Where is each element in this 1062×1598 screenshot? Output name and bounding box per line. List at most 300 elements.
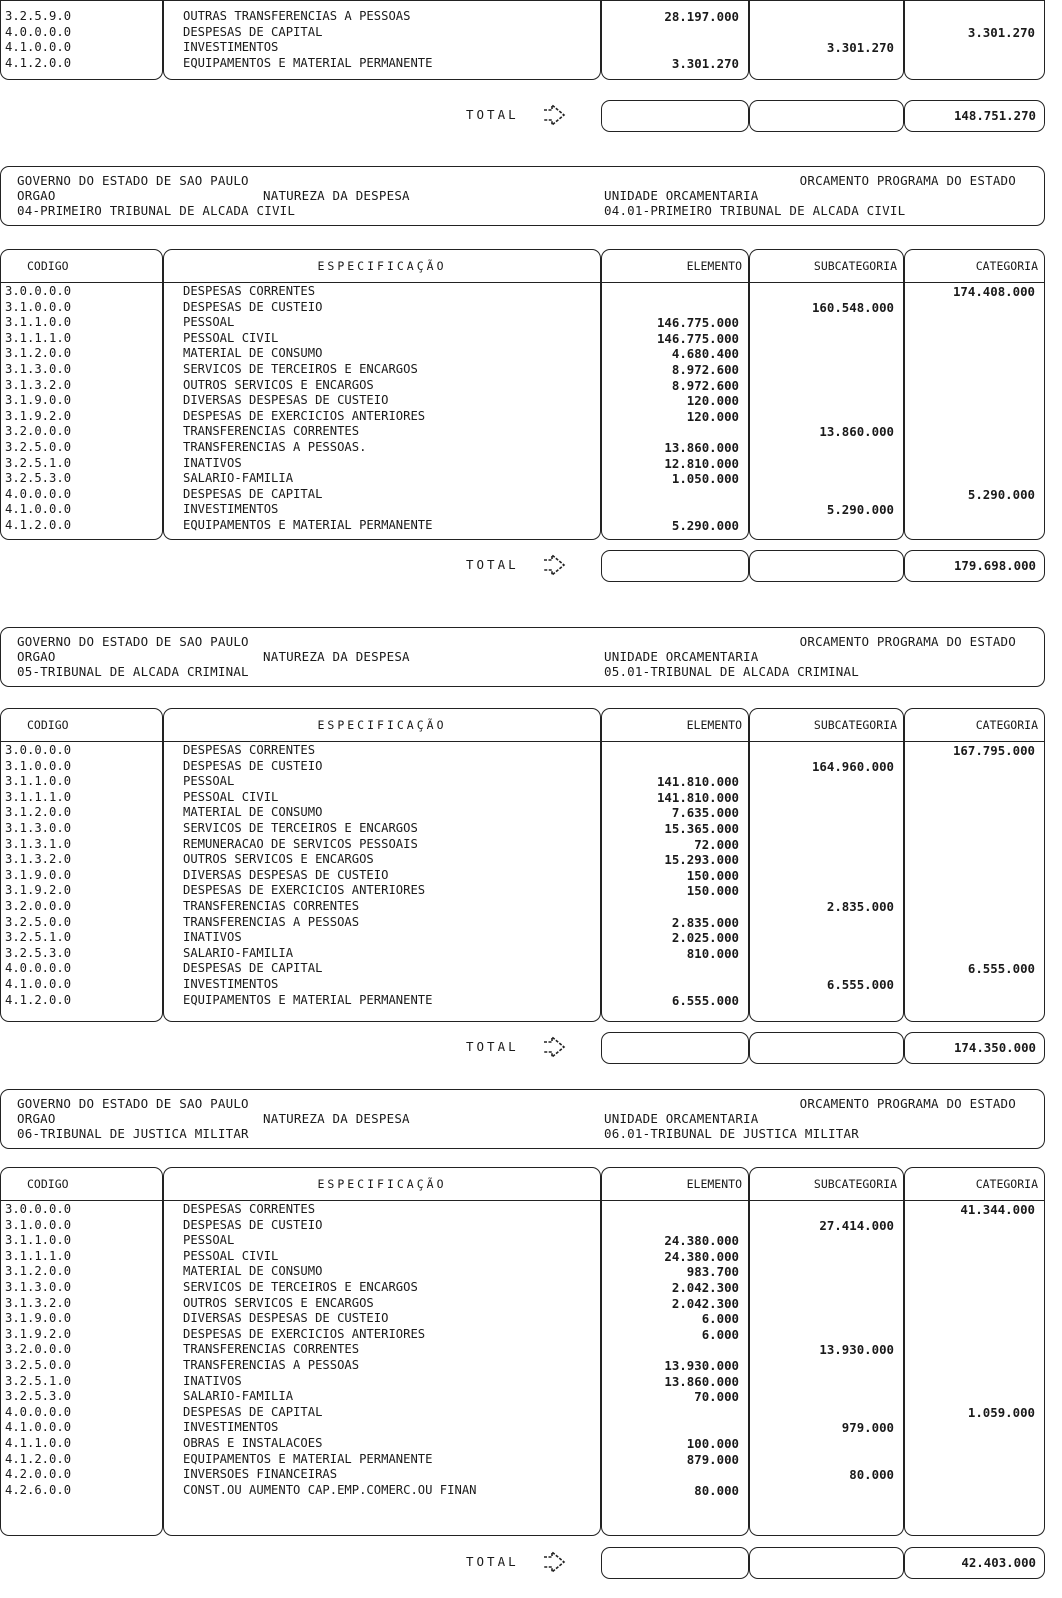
cell-codigo: 3.2.5.0.0 [5, 914, 72, 929]
total-label: TOTAL [466, 107, 519, 122]
cell-especificacao: INVESTIMENTOS [183, 1420, 279, 1435]
cell-codigo: 3.1.0.0.0 [5, 1217, 72, 1232]
cell-categoria [904, 993, 1035, 1009]
column-header-codigo [0, 708, 163, 742]
header-unidade-value: 04.01-PRIMEIRO TRIBUNAL DE ALCADA CIVIL [604, 203, 906, 218]
cell-subcategoria: 27.414.000 [819, 1217, 894, 1233]
cell-codigo: 3.1.9.2.0 [5, 883, 72, 898]
cell-subcategoria [749, 315, 894, 331]
cell-subcategoria [749, 9, 894, 25]
cell-subcategoria [749, 440, 894, 456]
cell-especificacao: SERVICOS DE TERCEIROS E ENCARGOS [183, 1280, 418, 1294]
cell-categoria [904, 1264, 1035, 1280]
cell-subcategoria: 979.000 [841, 1420, 894, 1436]
cell-categoria [904, 424, 1035, 440]
cell-categoria [904, 852, 1035, 868]
cell-codigo: 4.1.2.0.0 [5, 1451, 72, 1466]
cell-especificacao: DESPESAS DE CUSTEIO [183, 758, 323, 773]
cell-elemento: 72.000 [694, 836, 739, 852]
cell-elemento: 13.930.000 [664, 1358, 739, 1373]
cell-codigo: 4.1.2.0.0 [5, 518, 72, 532]
cell-elemento: 6.000 [701, 1311, 739, 1327]
column-header-especificacao [163, 708, 601, 742]
cell-especificacao: MATERIAL DE CONSUMO [183, 346, 323, 361]
cell-elemento: 13.860.000 [664, 1373, 739, 1389]
cell-categoria [904, 1249, 1035, 1265]
section-header [0, 1089, 1045, 1149]
total-box-elemento [601, 550, 749, 582]
cell-elemento [601, 25, 739, 41]
cell-subcategoria: 3.301.270 [826, 40, 894, 56]
cell-elemento: 5.290.000 [671, 518, 739, 533]
cell-categoria: 41.344.000 [960, 1202, 1035, 1217]
cell-elemento [601, 961, 739, 977]
cell-elemento: 120.000 [686, 408, 739, 424]
cell-especificacao: EQUIPAMENTOS E MATERIAL PERMANENTE [183, 1451, 433, 1466]
cell-especificacao: DESPESAS DE CUSTEIO [183, 1217, 323, 1232]
cell-subcategoria: 5.290.000 [826, 502, 894, 518]
cell-categoria [904, 915, 1035, 931]
cell-codigo: 3.2.5.0.0 [5, 440, 72, 454]
cell-subcategoria: 80.000 [849, 1467, 894, 1483]
cell-especificacao: PESSOAL CIVIL [183, 1248, 279, 1263]
cell-elemento: 8.972.600 [671, 377, 739, 393]
cell-elemento: 983.700 [686, 1264, 739, 1280]
cell-subcategoria [749, 821, 894, 837]
cell-especificacao: DIVERSAS DESPESAS DE CUSTEIO [183, 393, 389, 408]
cell-categoria [904, 378, 1035, 394]
cell-codigo: 3.2.5.1.0 [5, 930, 72, 945]
cell-especificacao: PESSOAL CIVIL [183, 789, 279, 804]
cell-codigo: 3.2.5.0.0 [5, 1358, 72, 1372]
cell-especificacao: EQUIPAMENTOS E MATERIAL PERMANENTE [183, 518, 433, 532]
cell-categoria [904, 409, 1035, 425]
cell-especificacao: TRANSFERENCIAS CORRENTES [183, 899, 360, 913]
cell-categoria [904, 1483, 1035, 1499]
cell-categoria [904, 300, 1035, 316]
cell-subcategoria: 6.555.000 [826, 977, 894, 992]
total-label: TOTAL [466, 1039, 519, 1054]
cell-especificacao: MATERIAL DE CONSUMO [183, 805, 323, 820]
cell-codigo: 3.2.0.0.0 [5, 899, 72, 913]
cell-codigo: 3.1.3.0.0 [5, 362, 72, 376]
cell-elemento: 2.025.000 [671, 930, 739, 946]
cell-especificacao: OUTROS SERVICOS E ENCARGOS [183, 377, 374, 392]
cell-subcategoria: 13.930.000 [819, 1342, 894, 1358]
cell-categoria [904, 40, 1035, 56]
cell-subcategoria [749, 790, 894, 806]
column-header-label: ESPECIFICAÇÃO [317, 259, 447, 273]
column-header-label: CATEGORIA [975, 259, 1038, 273]
arrow-right-icon [540, 552, 570, 578]
cell-codigo: 3.2.5.3.0 [5, 471, 72, 486]
total-box-subcategoria [749, 1547, 904, 1579]
cell-elemento [601, 502, 739, 518]
cell-categoria [904, 9, 1035, 25]
cell-especificacao: DESPESAS DE CAPITAL [183, 486, 323, 501]
cell-categoria [904, 899, 1035, 915]
cell-categoria [904, 1358, 1035, 1374]
cell-elemento [601, 1420, 739, 1436]
column-header-subcategoria [749, 1167, 904, 1201]
cell-categoria [904, 977, 1035, 993]
cell-subcategoria [749, 1452, 894, 1468]
total-value: 42.403.000 [961, 1555, 1036, 1570]
cell-especificacao: INATIVOS [183, 930, 242, 945]
cell-subcategoria [749, 1358, 894, 1374]
cell-categoria [904, 1327, 1035, 1343]
cell-elemento: 2.042.300 [671, 1280, 739, 1295]
cell-subcategoria: 2.835.000 [826, 899, 894, 914]
cell-especificacao: INATIVOS [183, 455, 242, 470]
cell-elemento: 6.000 [701, 1326, 739, 1342]
cell-especificacao: DESPESAS DE EXERCICIOS ANTERIORES [183, 408, 426, 423]
cell-codigo: 3.2.0.0.0 [5, 424, 72, 439]
cell-elemento: 150.000 [686, 867, 739, 883]
cell-especificacao: TRANSFERENCIAS A PESSOAS [183, 1358, 360, 1372]
cell-codigo: 3.1.2.0.0 [5, 1264, 72, 1279]
cell-subcategoria [749, 868, 894, 884]
header-unidade-label: UNIDADE ORCAMENTARIA [604, 1111, 759, 1126]
column-header-elemento [601, 708, 749, 742]
cell-especificacao: DIVERSAS DESPESAS DE CUSTEIO [183, 1311, 389, 1326]
column-header-label: ELEMENTO [686, 718, 742, 732]
cell-subcategoria [749, 1296, 894, 1312]
cell-codigo: 3.2.5.1.0 [5, 1373, 72, 1388]
total-box-categoria [904, 1032, 1045, 1064]
total-box-subcategoria [749, 1032, 904, 1064]
header-unidade-label: UNIDADE ORCAMENTARIA [604, 649, 759, 664]
total-value: 148.751.270 [953, 108, 1036, 123]
cell-subcategoria [749, 837, 894, 853]
cell-codigo: 3.1.9.0.0 [5, 393, 72, 408]
cell-especificacao: SERVICOS DE TERCEIROS E ENCARGOS [183, 362, 418, 376]
column-header-label: CODIGO [27, 259, 69, 273]
header-government: GOVERNO DO ESTADO DE SAO PAULO [17, 1096, 249, 1111]
cell-especificacao: INVERSOES FINANCEIRAS [183, 1467, 338, 1482]
cell-subcategoria [749, 56, 894, 72]
cell-codigo: 3.1.9.0.0 [5, 1311, 72, 1326]
cell-especificacao: OUTROS SERVICOS E ENCARGOS [183, 852, 374, 867]
cell-elemento: 24.380.000 [664, 1233, 739, 1249]
cell-codigo: 4.2.6.0.0 [5, 1482, 72, 1497]
column-header-label: CATEGORIA [975, 718, 1038, 732]
column-header-label: CODIGO [27, 1177, 69, 1191]
cell-codigo: 3.1.3.2.0 [5, 1295, 72, 1310]
header-unidade-value: 05.01-TRIBUNAL DE ALCADA CRIMINAL [604, 664, 859, 679]
cell-especificacao: DESPESAS CORRENTES [183, 284, 316, 298]
column-header-label: CODIGO [27, 718, 69, 732]
cell-codigo: 4.1.0.0.0 [5, 40, 72, 55]
cell-especificacao: DESPESAS DE CAPITAL [183, 1404, 323, 1419]
column-header-label: ESPECIFICAÇÃO [317, 1177, 447, 1191]
cell-codigo: 3.1.1.0.0 [5, 774, 72, 789]
cell-elemento: 24.380.000 [664, 1248, 739, 1264]
cell-subcategoria [749, 1264, 894, 1280]
cell-codigo: 3.2.5.1.0 [5, 455, 72, 470]
cell-elemento: 146.775.000 [656, 315, 739, 331]
cell-codigo: 3.1.9.0.0 [5, 867, 72, 882]
arrow-right-icon [540, 102, 570, 128]
cell-subcategoria [749, 393, 894, 409]
cell-codigo: 3.2.5.9.0 [5, 9, 72, 23]
cell-especificacao: SERVICOS DE TERCEIROS E ENCARGOS [183, 821, 418, 835]
column-header-elemento [601, 249, 749, 283]
cell-subcategoria [749, 456, 894, 472]
cell-subcategoria [749, 1311, 894, 1327]
cell-elemento [601, 1202, 739, 1218]
cell-categoria [904, 456, 1035, 472]
cell-especificacao: TRANSFERENCIAS CORRENTES [183, 1342, 360, 1357]
cell-categoria [904, 1420, 1035, 1436]
cell-especificacao: CONST.OU AUMENTO CAP.EMP.COMERC.OU FINAN [183, 1482, 477, 1497]
cell-categoria [904, 331, 1035, 347]
total-box-elemento [601, 1547, 749, 1579]
cell-especificacao: DESPESAS DE EXERCICIOS ANTERIORES [183, 1326, 426, 1341]
cell-elemento: 13.860.000 [664, 440, 739, 455]
cell-elemento: 3.301.270 [671, 55, 739, 71]
cell-categoria [904, 393, 1035, 409]
cell-categoria: 5.290.000 [967, 486, 1035, 502]
cell-especificacao: INVESTIMENTOS [183, 977, 279, 991]
cell-codigo: 3.0.0.0.0 [5, 284, 72, 298]
cell-elemento: 7.635.000 [671, 805, 739, 821]
cell-subcategoria [749, 1327, 894, 1343]
header-natureza-label: NATUREZA DA DESPESA [263, 649, 410, 664]
cell-elemento [601, 899, 739, 915]
cell-codigo: 4.0.0.0.0 [5, 486, 72, 501]
cell-elemento [601, 743, 739, 759]
cell-subcategoria [749, 1202, 894, 1218]
column-header-label: SUBCATEGORIA [813, 718, 897, 732]
cell-categoria [904, 774, 1035, 790]
cell-subcategoria [749, 852, 894, 868]
cell-subcategoria [749, 774, 894, 790]
total-box-categoria [904, 1547, 1045, 1579]
cell-categoria [904, 1389, 1035, 1405]
cell-elemento: 80.000 [694, 1482, 739, 1498]
cell-codigo: 4.0.0.0.0 [5, 1404, 72, 1419]
cell-categoria [904, 1311, 1035, 1327]
cell-codigo: 3.1.1.1.0 [5, 330, 72, 345]
column-header-label: ESPECIFICAÇÃO [317, 718, 447, 732]
column-header-elemento [601, 1167, 749, 1201]
cell-elemento: 4.680.400 [671, 346, 739, 362]
cell-categoria [904, 440, 1035, 456]
cell-especificacao: INVESTIMENTOS [183, 40, 279, 55]
header-program-title: ORCAMENTO PROGRAMA DO ESTADO [799, 173, 1016, 188]
total-label: TOTAL [466, 1554, 519, 1569]
cell-elemento: 70.000 [694, 1389, 739, 1405]
column-header-label: SUBCATEGORIA [813, 259, 897, 273]
cell-especificacao: INATIVOS [183, 1373, 242, 1388]
cell-subcategoria: 160.548.000 [811, 299, 894, 315]
cell-subcategoria [749, 362, 894, 378]
cell-subcategoria [749, 378, 894, 394]
cell-especificacao: DIVERSAS DESPESAS DE CUSTEIO [183, 867, 389, 882]
cell-categoria [904, 1436, 1035, 1452]
total-box-elemento [601, 100, 749, 132]
cell-especificacao: DESPESAS DE CAPITAL [183, 24, 323, 39]
cell-elemento [601, 487, 739, 503]
cell-elemento: 6.555.000 [671, 992, 739, 1008]
cell-elemento: 879.000 [686, 1451, 739, 1467]
cell-elemento [601, 40, 739, 56]
cell-categoria [904, 471, 1035, 487]
cell-subcategoria [749, 993, 894, 1009]
cell-codigo: 3.2.5.3.0 [5, 1389, 72, 1404]
cell-especificacao: TRANSFERENCIAS CORRENTES [183, 424, 360, 439]
cell-subcategoria: 164.960.000 [811, 758, 894, 774]
cell-categoria [904, 821, 1035, 837]
cell-especificacao: PESSOAL CIVIL [183, 330, 279, 345]
header-orgao-value: 06-TRIBUNAL DE JUSTICA MILITAR [17, 1126, 249, 1141]
cell-codigo: 3.1.3.2.0 [5, 852, 72, 867]
header-orgao-value: 04-PRIMEIRO TRIBUNAL DE ALCADA CIVIL [17, 203, 296, 218]
total-box-subcategoria [749, 100, 904, 132]
cell-subcategoria [749, 1233, 894, 1249]
header-program-title: ORCAMENTO PROGRAMA DO ESTADO [799, 1096, 1016, 1111]
cell-codigo: 4.1.0.0.0 [5, 977, 72, 991]
cell-especificacao: DESPESAS CORRENTES [183, 1202, 316, 1216]
cell-categoria [904, 759, 1035, 775]
cell-codigo: 3.1.1.1.0 [5, 1248, 72, 1263]
header-government: GOVERNO DO ESTADO DE SAO PAULO [17, 634, 249, 649]
cell-subcategoria [749, 471, 894, 487]
cell-categoria [904, 518, 1035, 534]
cell-elemento: 146.775.000 [656, 330, 739, 346]
cell-categoria: 1.059.000 [967, 1404, 1035, 1420]
column-header-categoria [904, 1167, 1045, 1201]
cell-elemento [601, 284, 739, 300]
header-natureza-label: NATUREZA DA DESPESA [263, 1111, 410, 1126]
total-value: 179.698.000 [953, 558, 1036, 573]
cell-codigo: 4.1.2.0.0 [5, 55, 72, 70]
arrow-right-icon [540, 1549, 570, 1575]
column-header-especificacao [163, 1167, 601, 1201]
cell-subcategoria [749, 1389, 894, 1405]
cell-especificacao: INVESTIMENTOS [183, 502, 279, 517]
cell-subcategoria [749, 284, 894, 300]
cell-elemento [601, 759, 739, 775]
cell-elemento [601, 300, 739, 316]
cell-especificacao: OUTROS SERVICOS E ENCARGOS [183, 1295, 374, 1310]
cell-categoria [904, 790, 1035, 806]
cell-codigo: 3.0.0.0.0 [5, 1202, 72, 1216]
cell-elemento: 810.000 [686, 945, 739, 961]
cell-codigo: 4.0.0.0.0 [5, 961, 72, 976]
cell-codigo: 3.1.0.0.0 [5, 299, 72, 314]
cell-categoria: 167.795.000 [952, 743, 1035, 758]
cell-codigo: 4.1.0.0.0 [5, 1420, 72, 1435]
total-box-categoria [904, 550, 1045, 582]
column-header-categoria [904, 708, 1045, 742]
cell-especificacao: EQUIPAMENTOS E MATERIAL PERMANENTE [183, 55, 433, 70]
cell-especificacao: SALARIO-FAMILIA [183, 945, 294, 960]
header-orgao-label: ORGAO [17, 649, 56, 664]
cell-subcategoria [749, 743, 894, 759]
total-label: TOTAL [466, 557, 519, 572]
cell-especificacao: EQUIPAMENTOS E MATERIAL PERMANENTE [183, 992, 433, 1007]
cell-especificacao: MATERIAL DE CONSUMO [183, 1264, 323, 1279]
cell-elemento [601, 977, 739, 993]
cell-elemento: 12.810.000 [664, 455, 739, 471]
cell-codigo: 3.1.2.0.0 [5, 346, 72, 361]
header-government: GOVERNO DO ESTADO DE SAO PAULO [17, 173, 249, 188]
cell-codigo: 3.1.1.1.0 [5, 789, 72, 804]
column-header-label: ELEMENTO [686, 259, 742, 273]
cell-elemento [601, 424, 739, 440]
cell-codigo: 3.1.0.0.0 [5, 758, 72, 773]
cell-categoria: 174.408.000 [952, 284, 1035, 299]
cell-especificacao: OUTRAS TRANSFERENCIAS A PESSOAS [183, 9, 411, 23]
header-orgao-value: 05-TRIBUNAL DE ALCADA CRIMINAL [17, 664, 249, 679]
cell-codigo: 3.1.3.1.0 [5, 836, 72, 851]
cell-codigo: 4.1.0.0.0 [5, 502, 72, 517]
cell-subcategoria [749, 487, 894, 503]
cell-especificacao: REMUNERACAO DE SERVICOS PESSOAIS [183, 836, 418, 851]
header-unidade-label: UNIDADE ORCAMENTARIA [604, 188, 759, 203]
column-header-label: SUBCATEGORIA [813, 1177, 897, 1191]
cell-elemento [601, 1405, 739, 1421]
cell-subcategoria [749, 930, 894, 946]
cell-categoria [904, 946, 1035, 962]
cell-elemento [601, 1218, 739, 1234]
cell-elemento: 141.810.000 [656, 789, 739, 805]
header-orgao-label: ORGAO [17, 1111, 56, 1126]
cell-elemento [601, 1342, 739, 1358]
cell-categoria [904, 1467, 1035, 1483]
cell-subcategoria [749, 346, 894, 362]
cell-codigo: 3.0.0.0.0 [5, 743, 72, 757]
cell-codigo: 4.1.1.0.0 [5, 1436, 72, 1450]
cell-especificacao: DESPESAS CORRENTES [183, 743, 316, 757]
cell-especificacao: DESPESAS DE CUSTEIO [183, 299, 323, 314]
total-box-categoria [904, 100, 1045, 132]
cell-categoria: 6.555.000 [967, 961, 1035, 977]
cell-categoria [904, 868, 1035, 884]
cell-categoria: 3.301.270 [967, 24, 1035, 40]
cell-especificacao: PESSOAL [183, 315, 235, 330]
cell-elemento: 8.972.600 [671, 362, 739, 377]
cell-subcategoria [749, 409, 894, 425]
cell-subcategoria [749, 1374, 894, 1390]
cell-codigo: 3.1.3.0.0 [5, 1280, 72, 1294]
cell-categoria [904, 1218, 1035, 1234]
cell-categoria [904, 1233, 1035, 1249]
cell-subcategoria [749, 805, 894, 821]
cell-categoria [904, 56, 1035, 72]
column-header-categoria [904, 249, 1045, 283]
cell-elemento: 2.835.000 [671, 914, 739, 930]
cell-subcategoria [749, 1405, 894, 1421]
cell-codigo: 3.1.1.0.0 [5, 315, 72, 330]
cell-codigo: 4.2.0.0.0 [5, 1467, 72, 1482]
cell-subcategoria [749, 25, 894, 41]
cell-especificacao: SALARIO-FAMILIA [183, 471, 294, 486]
cell-categoria [904, 362, 1035, 378]
cell-codigo: 3.1.9.2.0 [5, 1326, 72, 1341]
cell-codigo: 3.1.1.0.0 [5, 1233, 72, 1248]
cell-elemento: 141.810.000 [656, 774, 739, 790]
cell-elemento: 15.293.000 [664, 852, 739, 868]
total-box-subcategoria [749, 550, 904, 582]
cell-elemento: 28.197.000 [664, 9, 739, 24]
cell-subcategoria [749, 331, 894, 347]
total-value: 174.350.000 [953, 1040, 1036, 1055]
cell-categoria [904, 1280, 1035, 1296]
cell-subcategoria [749, 518, 894, 534]
